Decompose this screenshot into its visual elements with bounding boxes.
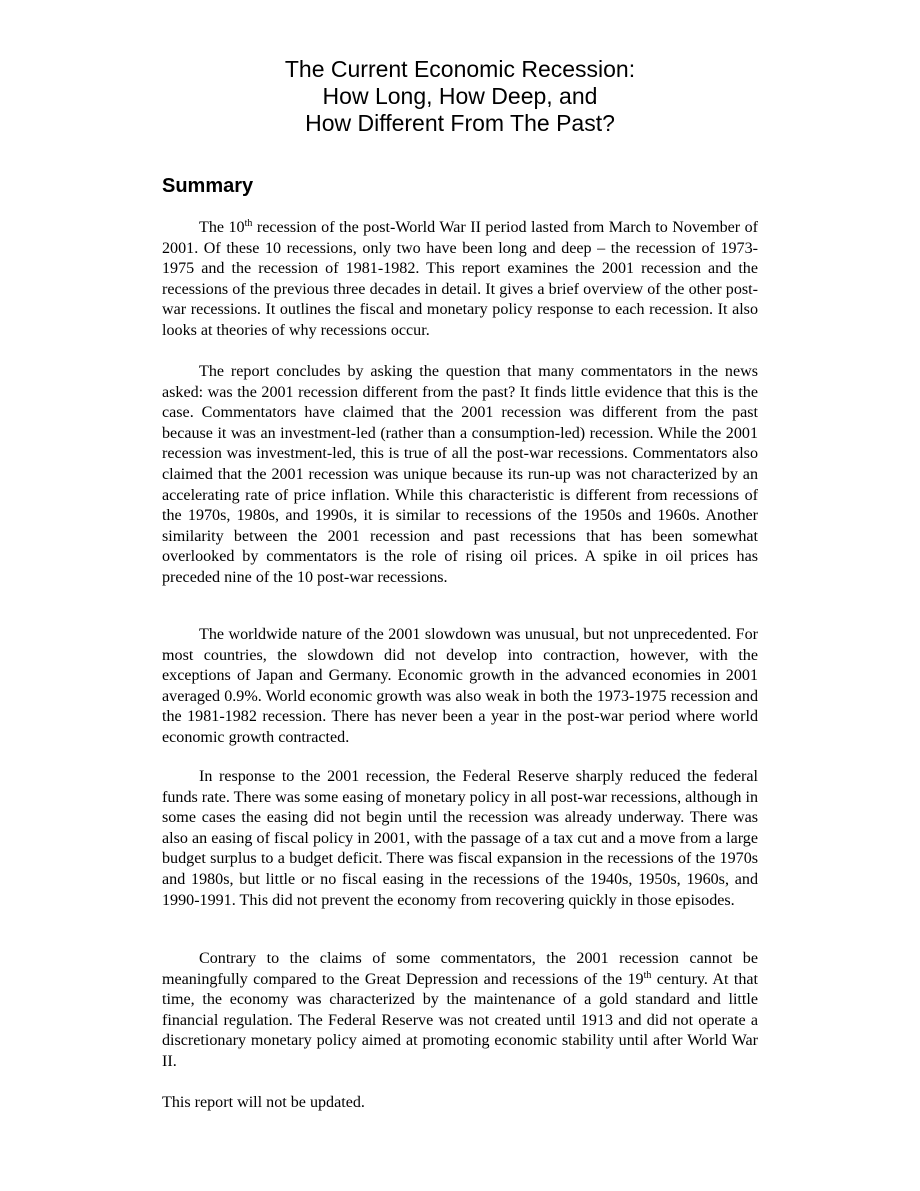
paragraph-5-text-b: century. At that time, the economy was characterized by the maintenance of a gold standard and little financial regulation. The Federal Reserve was not created until 1913 and did not operate a discretionary monetary policy aimed at promoting economic stability until after World War II. bbox=[162, 970, 758, 1070]
paragraph-1-superscript: th bbox=[244, 218, 253, 229]
page-title bbox=[0, 56, 920, 137]
paragraph-5 bbox=[162, 949, 758, 1073]
paragraph-4: In response to the 2001 recession, the Federal Reserve sharply reduced the federal funds rate. There was some easing of monetary policy in all post-war recessions, although in some cases the easing did not begin until the recession was already underway. There was also an easing of fiscal policy in 2001, with the passage of a tax cut and a move from a large budget surplus to a budget deficit. There was fiscal expansion in the recessions of the 1970s and 1980s, but little or no fiscal easing in the recessions of the 1940s, 1950s, 1960s, and 1990-1991. This did not prevent the economy from recovering quickly in those episodes. bbox=[162, 768, 758, 909]
title-line-1: The Current Economic Recession: bbox=[284, 56, 636, 82]
title-line-3: How Different From The Past? bbox=[305, 110, 615, 136]
paragraph-1-text-b: recession of the post-World War II period lasted from March to November of 2001. Of these 10 recessions, only two have been long and deep – the recession of 1973-1975 and the recession of 1981-1982. This report examines the 2001 recession and the recessions of the previous three decades in detail. It gives a brief overview of the other post-war recessions. It outlines the fiscal and monetary policy response to each recession. It also looks at theories of why recessions occur. bbox=[162, 219, 759, 339]
summary-heading: Summary bbox=[162, 175, 254, 197]
title-line-2: How Long, How Deep, and bbox=[322, 83, 598, 109]
paragraph-5-superscript: th bbox=[643, 969, 652, 981]
update-note: This report will not be updated. bbox=[162, 1094, 365, 1111]
paragraph-1 bbox=[162, 218, 758, 342]
paragraph-5-text-a: Contrary to the claims of some commentators, the 2001 recession cannot be meaningfully compared to the Great Depression and recessions of the 19 bbox=[162, 950, 758, 988]
paragraph-3: The worldwide nature of the 2001 slowdown was unusual, but not unprecedented. For most countries, the slowdown did not develop into contraction, however, with the exceptions of Japan and Germany. Economic growth in the advanced economies in 2001 averaged 0.9%. World economic growth was also weak in both the 1973-1975 recession and the 1981-1982 recession. There has never been a year in the post-war period where world economic growth contracted. bbox=[162, 626, 758, 746]
paragraph-2: The report concludes by asking the question that many commentators in the news asked: was the 2001 recession different from the past? It finds little evidence that this is the case. Commentators have claimed that the 2001 recession was different from the past because it was an investment-led (rather than a consumption-led) recession. While the 2001 recession was investment-led, this is true of all the post-war recessions. Commentators also claimed that the 2001 recession was unique because its run-up was not characterized by an accelerating rate of price inflation. While this characteristic is different from recessions of the 1970s, 1980s, and 1990s, it is similar to recessions of the 1950s and 1960s. Another similarity between the 2001 recession and past recessions that has been somewhat overlooked by commentators is the role of rising oil prices. A spike in oil prices has preceded nine of the 10 post-war recessions. bbox=[162, 363, 758, 586]
paragraph-1-text-a: The 10 bbox=[199, 219, 245, 236]
